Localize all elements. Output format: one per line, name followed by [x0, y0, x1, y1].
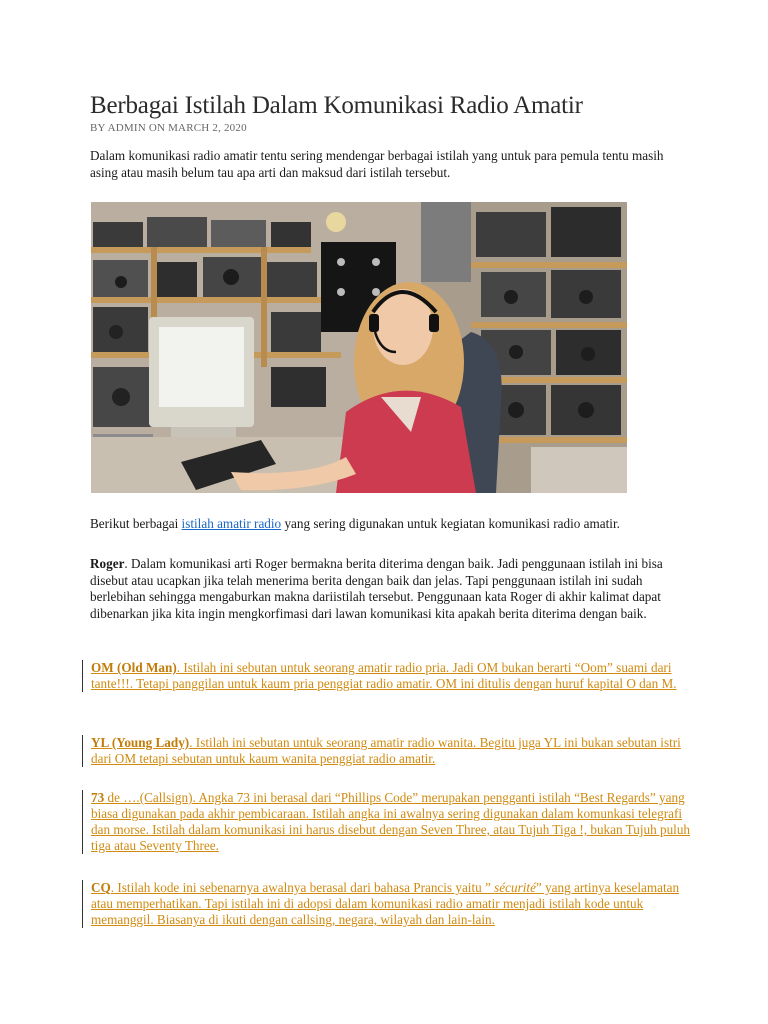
roger-term: Roger	[90, 556, 125, 571]
lead-text-after: yang sering digunakan untuk kegiatan komunikasi radio amatir.	[281, 516, 620, 531]
radio-station-photo	[91, 202, 627, 493]
article-byline: BY ADMIN ON MARCH 2, 2020	[90, 122, 247, 134]
intro-paragraph: Dalam komunikasi radio amatir tentu sering mendengar berbagai istilah yang untuk para pemula tentu masih asing atau masih belum tau apa arti dan maksud dari istilah tersebut.	[90, 148, 664, 180]
lead-text-before: Berikut berbagai	[90, 516, 182, 531]
quote-om-term: OM (Old Man)	[91, 660, 177, 675]
quote-yl-term: YL (Young Lady)	[91, 735, 190, 750]
quote-73-text: de ….(Callsign). Angka 73 ini berasal dari “Phillips Code” merupakan pengganti istilah “Best Regards” yang biasa digunakan pada akhir pembicaraan. Istilah angka ini awalnya sering digunakan dalam komunkasi telegrafi dan morse. Istilah dalam komunikasi ini harus disebut dengan Seven Three, atau Tujuh Tiga !, bukan Tujuh puluh tiga atau Seventy Three.	[91, 790, 691, 853]
quote-cq-text-before: . Istilah kode ini sebenarnya awalnya berasal dari bahasa Prancis yaitu ”	[110, 880, 495, 895]
istilah-amatir-radio-link[interactable]: istilah amatir radio	[181, 516, 282, 531]
quote-73[interactable]	[82, 790, 696, 854]
article-title: Berbagai Istilah Dalam Komunikasi Radio Amatir	[90, 92, 583, 119]
quote-yl-text: . Istilah ini sebutan untuk seorang amatir radio wanita. Begitu juga YL ini bukan sebutan istri dari OM tetapi sebutan untuk kaum wanita penggiat radio amatir.	[91, 735, 681, 766]
article-photo	[91, 202, 627, 493]
quote-cq-text-after: ” yang artinya keselamatan atau memperhatikan. Tapi istilah ini di adopsi dalam komunikasi radio amatir menjadi istilah kode untuk memanggil. Biasanya di ikuti dengan callsing, negara, wilayah dan lain-lain.	[91, 880, 680, 927]
quote-om-text: . Istilah ini sebutan untuk seorang amatir radio pria. Jadi OM bukan berarti “Oom” suami dari tante!!!. Tetapi panggilan untuk kaum pria penggiat radio amatir. OM ini ditulis dengan huruf kapital O dan M.	[91, 660, 677, 691]
quote-cq[interactable]	[82, 880, 696, 928]
quote-om[interactable]	[82, 660, 696, 692]
quote-73-term: 73	[91, 790, 105, 805]
roger-paragraph	[90, 556, 685, 622]
quote-cq-term: CQ	[91, 880, 111, 895]
lead-paragraph	[90, 516, 685, 533]
quote-cq-text-italic: sécurité	[494, 880, 536, 895]
quote-yl[interactable]	[82, 735, 696, 767]
roger-text: . Dalam komunikasi arti Roger bermakna berita diterima dengan baik. Jadi penggunaan istilah ini bisa disebut atau ucapkan jika telah menerima berita dengan baik dan jelas. Tapi penggunaan istilah ini sudah berlebihan sehingga mengaburkan makna dariistilah tersebut. Penggunaan kata Roger di akhir kalimat dapat dibenarkan jika kita ingin mengkorfimasi dari lawan komunikasi kita apakah berita diterima dengan baik.	[90, 556, 663, 621]
